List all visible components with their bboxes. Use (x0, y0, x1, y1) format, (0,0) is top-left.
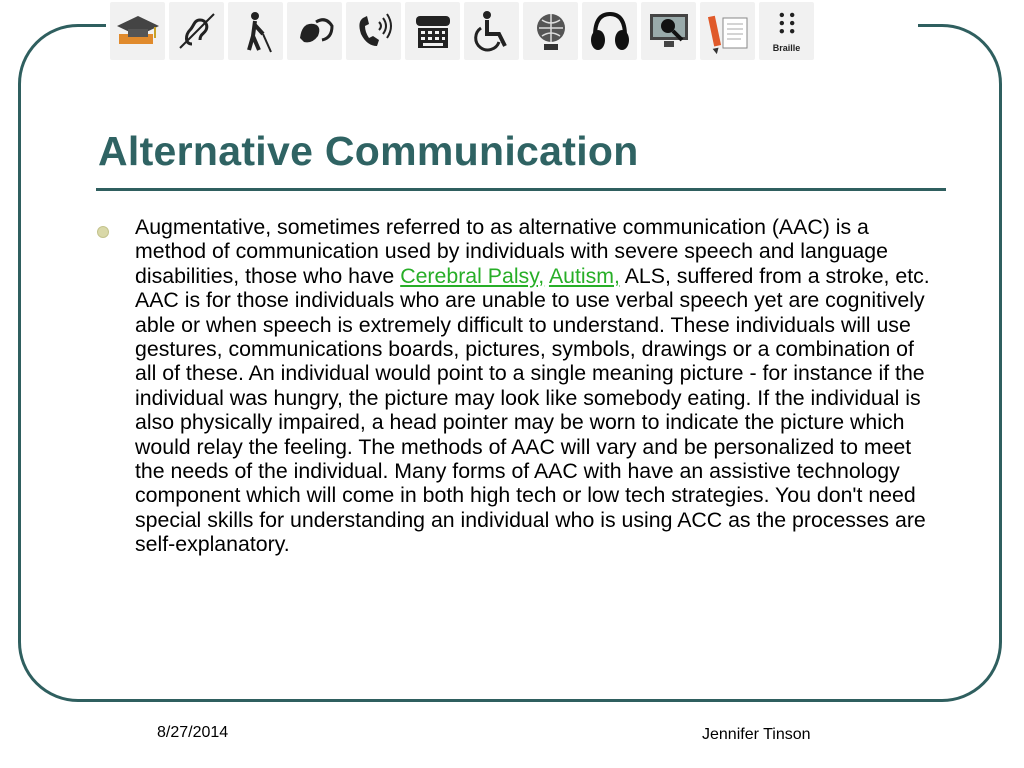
bullet-marker (97, 226, 109, 238)
title-divider (96, 188, 946, 191)
headphones-icon (582, 2, 637, 60)
magnifier-monitor-icon (641, 2, 696, 60)
globe-speaker-icon (523, 2, 578, 60)
slide-title: Alternative Communication (98, 128, 639, 174)
link-autism[interactable]: Autism, (548, 263, 620, 288)
blind-person-icon (228, 2, 283, 60)
accessibility-icon-strip (106, 0, 918, 62)
pencil-book-icon (700, 2, 755, 60)
hearing-icon (169, 2, 224, 60)
footer-date: 8/27/2014 (157, 724, 229, 741)
link-cerebral-palsy[interactable]: Cerebral Palsy, (400, 263, 545, 288)
sign-language-icon (287, 2, 342, 60)
footer-author: Jennifer Tinson (702, 726, 811, 743)
graduation-cap-icon (110, 2, 165, 60)
paragraph-text-end: ALS, suffered from a stroke, etc. AAC is for those individuals who are unable to use verbal speech yet are cognitively able or when speech is extremely difficult to understand. These individuals will use gestures, communications boards, pictures, symbols, drawings or a combination of all of these. An individual would point to a single meaning picture - for instance if the individual was hungry, the picture may look like somebody eating. If the individual is also physically impaired, a head pointer may be worn to indicate the picture which would relay the feeling. The methods of AAC will vary and be personalized to meet the needs of the individual. Many forms of AAC with have an assistive technology component which will come in both high tech or low tech strategies. You don't need special skills for understanding an individual who is using ACC as the processes are self-explanatory. (135, 263, 930, 557)
tty-icon (405, 2, 460, 60)
braille-icon (759, 2, 814, 60)
paragraph-text-start: Augmentative, sometimes referred to as alternative communication (AAC) is a method of communication used by individuals with severe speech and language disabilities, those who have (135, 215, 888, 288)
bullet-paragraph (135, 215, 930, 557)
braille-label: Braille (772, 43, 801, 53)
volume-phone-icon (346, 2, 401, 60)
wheelchair-icon (464, 2, 519, 60)
